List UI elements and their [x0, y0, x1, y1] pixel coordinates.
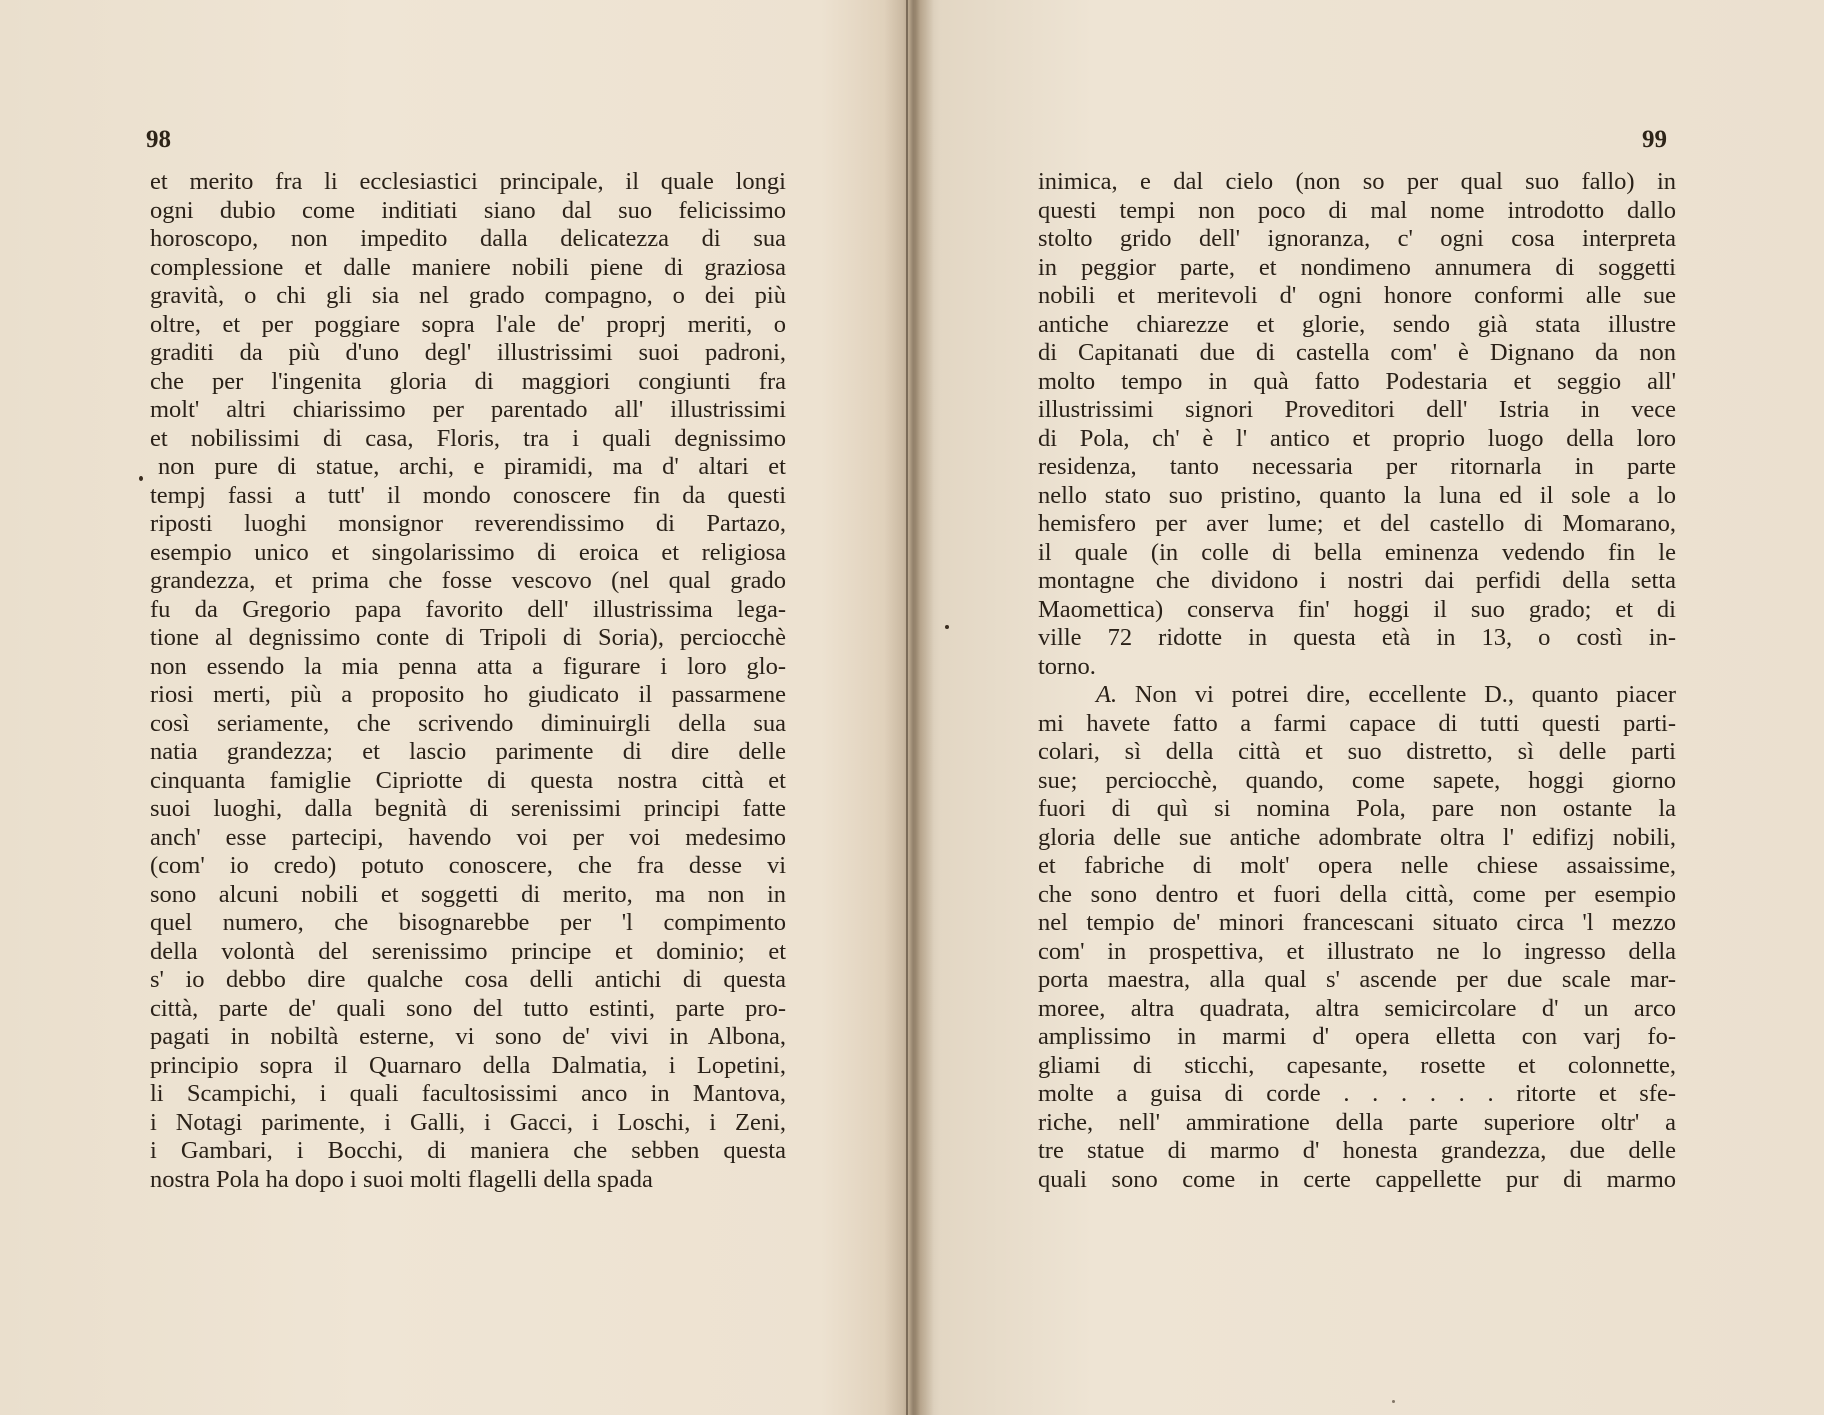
text-line: riosi merti, più a proposito ho giudicato il passarmene [150, 681, 786, 708]
text-line: questi tempi non poco di mal nome introdotto dallo [1038, 196, 1676, 224]
text-line: natia grandezza; et lascio parimente di dire delle [150, 738, 786, 765]
text-line: complessione et dalle maniere nobili piene di graziosa [150, 253, 786, 281]
text-line: graditi da più d'uno degl' illustrissimi suoi padroni, [150, 339, 786, 366]
text-line: anch' esse partecipi, havendo voi per voi medesimo [150, 823, 786, 851]
text-line: di Pola, ch' è l' antico et proprio luogo della loro [1038, 424, 1676, 452]
left-page [0, 0, 906, 1415]
text-line: quali sono come in certe cappellette pur di marmo [1038, 1165, 1676, 1193]
text-line: città, parte de' quali sono del tutto estinti, parte pro- [150, 994, 786, 1022]
text-line: il quale (in colle di bella eminenza vedendo fin le [1038, 538, 1676, 566]
text-line: et nobilissimi di casa, Floris, tra i quali degnissimo [150, 424, 786, 452]
book-fold [906, 0, 908, 1415]
text-line: esempio unico et singolarissimo di eroica et religiosa [150, 538, 786, 566]
text-line: molte a guisa di corde . . . . . . ritorte et sfe- [1038, 1080, 1676, 1107]
text-line: suoi luoghi, dalla begnità di serenissimi principi fatte [150, 795, 786, 822]
text-line: riche, nell' ammiratione della parte superiore oltr' a [1038, 1108, 1676, 1136]
text-line: non essendo la mia penna atta a figurare i loro glo- [150, 652, 786, 680]
text-line: sono alcuni nobili et soggetti di merito, ma non in [150, 880, 786, 908]
text-line: nobili et meritevoli d' ogni honore conformi alle sue [1038, 282, 1676, 309]
text-line: Maomettica) conserva fin' hoggi il suo grado; et di [1038, 595, 1676, 623]
text-line: quel numero, che bisognarebbe per 'l compimento [150, 909, 786, 936]
text-line: horoscopo, non impedito dalla delicatezza di sua [150, 225, 786, 252]
text-line: antiche chiarezze et glorie, sendo già stata illustre [1038, 310, 1676, 338]
text-line: gloria delle sue antiche adombrate oltra l' edifizj nobili, [1038, 823, 1676, 851]
left-page-text [150, 168, 786, 1194]
text-line: sue; perciocchè, quando, come sapete, hoggi giorno [1038, 766, 1676, 794]
text-line: montagne che dividono i nostri dai perfidi della setta [1038, 567, 1676, 594]
page-number: 99 [1642, 126, 1667, 153]
text-line: gliami di sticchi, capesante, rosette et colonnette, [1038, 1051, 1676, 1079]
text-line: moree, altra quadrata, altra semicircolare d' un arco [1038, 994, 1676, 1022]
text-line: i Notagi parimente, i Galli, i Gacci, i Loschi, i Zeni, [150, 1108, 786, 1136]
right-page [910, 0, 1824, 1415]
text-line: molt' altri chiarissimo per parentado all' illustrissimi [150, 396, 786, 423]
text-line: torno. [1038, 652, 1096, 680]
text-line: com' in prospettiva, et illustrato ne lo ingresso della [1038, 937, 1676, 965]
dialogue-line [1038, 681, 1676, 710]
text-line: riposti luoghi monsignor reverendissimo di Partazo, [150, 510, 786, 537]
text-line: hemisfero per aver lume; et del castello di Momarano, [1038, 510, 1676, 537]
page-number: 98 [146, 126, 171, 153]
text-line: illustrissimi signori Proveditori dell' Istria in vece [1038, 396, 1676, 423]
text-line: fuori di quì si nomina Pola, pare non ostante la [1038, 795, 1676, 822]
text-line: s' io debbo dire qualche cosa delli antichi di questa [150, 966, 786, 993]
text-line: della volontà del serenissimo principe et dominio; et [150, 937, 786, 965]
text-line: molto tempo in quà fatto Podestaria et seggio all' [1038, 367, 1676, 395]
speaker-label: A. [1096, 681, 1118, 708]
text-line: (com' io credo) potuto conoscere, che fra desse vi [150, 852, 786, 879]
text-line: i Gambari, i Bocchi, di maniera che sebben questa [150, 1137, 786, 1164]
ink-speck [139, 476, 143, 481]
dialogue-text: Non vi potrei dire, eccellente D., quanto piacer [1134, 681, 1677, 708]
text-line: fu da Gregorio papa favorito dell' illustrissima lega- [150, 595, 786, 623]
text-line: pagati in nobiltà esterne, vi sono de' vivi in Albona, [150, 1023, 786, 1050]
text-line: che per l'ingenita gloria di maggiori congiunti fra [150, 367, 786, 395]
text-line: amplissimo in marmi d' opera elletta con varj fo- [1038, 1023, 1676, 1050]
text-line: tione al degnissimo conte di Tripoli di Soria), perciocchè [150, 624, 786, 651]
ink-speck [1392, 1400, 1395, 1403]
text-line: ville 72 ridotte in questa età in 13, o costì in- [1038, 624, 1676, 651]
text-line: stolto grido dell' ignoranza, c' ogni cosa interpreta [1038, 225, 1676, 252]
text-line: colari, sì della città et suo distretto, sì delle parti [1038, 738, 1676, 765]
text-line: nostra Pola ha dopo i suoi molti flagelli della spada [150, 1165, 653, 1193]
text-line: gravità, o chi gli sia nel grado compagno, o dei più [150, 282, 786, 309]
text-line: nello stato suo pristino, quanto la luna ed il sole a lo [1038, 481, 1676, 509]
text-line: oltre, et per poggiare sopra l'ale de' proprj meriti, o [150, 310, 786, 338]
text-line: principio sopra il Quarnaro della Dalmatia, i Lopetini, [150, 1051, 786, 1079]
text-line: et fabriche di molt' opera nelle chiese assaissime, [1038, 852, 1676, 879]
text-line: inimica, e dal cielo (non so per qual suo fallo) in [1038, 168, 1676, 195]
text-line: così seriamente, che scrivendo diminuirgli della sua [150, 709, 786, 737]
text-line: et merito fra li ecclesiastici principale, il quale longi [150, 168, 786, 195]
ink-speck [945, 625, 949, 629]
text-line: li Scampichi, i quali facultosissimi anco in Mantova, [150, 1080, 786, 1107]
text-line: mi havete fatto a farmi capace di tutti questi parti- [1038, 709, 1676, 737]
right-page-text [1038, 168, 1676, 1194]
text-line: porta maestra, alla qual s' ascende per due scale mar- [1038, 966, 1676, 993]
text-line: cinquanta famiglie Cipriotte di questa nostra città et [150, 766, 786, 794]
text-line: nel tempio de' minori francescani situato circa 'l mezzo [1038, 909, 1676, 936]
text-line: tempj fassi a tutt' il mondo conoscere fin da questi [150, 481, 786, 509]
text-line: grandezza, et prima che fosse vescovo (nel qual grado [150, 567, 786, 594]
text-line: ogni dubio come inditiati siano dal suo felicissimo [150, 196, 786, 224]
text-line: che sono dentro et fuori della città, come per esempio [1038, 880, 1676, 908]
text-line: tre statue di marmo d' honesta grandezza, due delle [1038, 1137, 1676, 1164]
text-line: residenza, tanto necessaria per ritornarla in parte [1038, 453, 1676, 480]
text-line: di Capitanati due di castella com' è Dignano da non [1038, 339, 1676, 366]
text-line: in peggior parte, et nondimeno annumera di soggetti [1038, 253, 1676, 281]
text-line: non pure di statue, archi, e piramidi, ma d' altari et [158, 453, 786, 480]
